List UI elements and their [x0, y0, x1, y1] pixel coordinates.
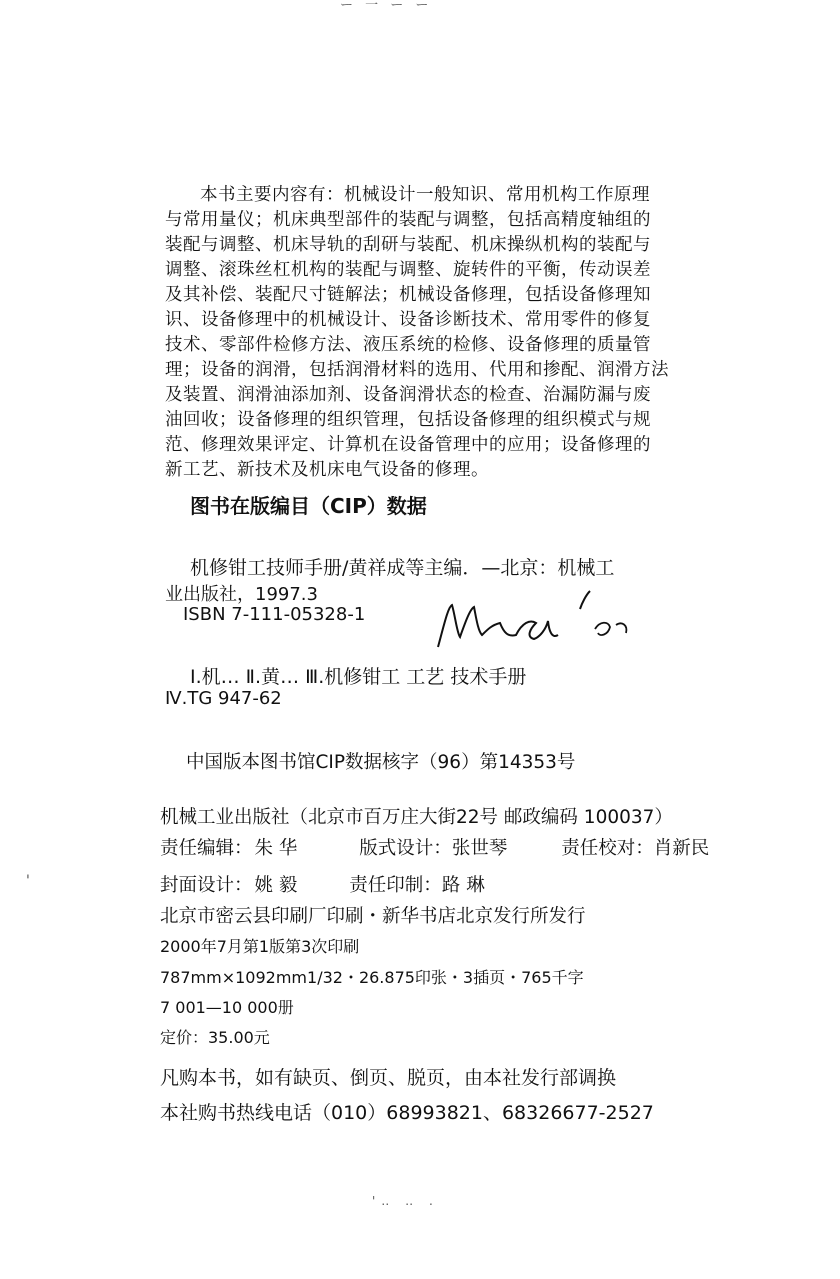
scan-artifact-left: ': [26, 873, 30, 889]
summary-line: 技术、零部件检修方法、液压系统的检修、设备修理的质量管: [165, 335, 651, 355]
editor-label: 责任编辑：: [160, 838, 253, 859]
summary-line: 本书主要内容有：机械设计一般知识、常用机构工作原理: [200, 185, 650, 205]
cover-label: 封面设计：: [160, 875, 253, 896]
summary-line: 及其补偿、装配尺寸链解法；机械设备修理，包括设备修理知: [165, 285, 651, 305]
proof-label: 责任校对：: [561, 838, 654, 859]
summary-line: 调整、滚珠丝杠机构的装配与调整、旋转件的平衡，传动误差: [165, 260, 651, 280]
scan-artifact-top: ー 一 ー ー: [340, 0, 433, 13]
cip-isbn: ISBN 7-111-05328-1: [183, 604, 366, 625]
handwritten-signature: [430, 585, 640, 655]
summary-line: 新工艺、新技术及机床电气设备的修理。: [165, 460, 489, 480]
printer-distributor: 北京市密云县印刷厂印刷・新华书店北京发行所发行: [160, 906, 586, 927]
cip-catalog-line-2: 业出版社，1997.3: [165, 584, 318, 605]
summary-line: 与常用量仪；机床典型部件的装配与调整，包括高精度轴组的: [165, 210, 651, 230]
exchange-notice: 凡购本书，如有缺页、倒页、脱页，由本社发行部调换: [160, 1067, 617, 1089]
price: 定价：35.00元: [160, 1028, 270, 1047]
layout-label: 版式设计：: [359, 838, 452, 859]
cip-catalog-line-1: 机修钳工技师手册/黄祥成等主编．—北京：机械工: [190, 557, 615, 579]
print-manager-name: 路 琳: [441, 875, 485, 896]
cip-classification: Ⅳ.TG 947-62: [165, 688, 282, 709]
hotline-notice: 本社购书热线电话（010）68993821、68326677-2527: [160, 1102, 654, 1124]
credits-row-2: [160, 871, 485, 897]
cip-heading: 图书在版编目（CIP）数据: [190, 494, 427, 518]
print-run: 7 001—10 000册: [160, 998, 294, 1017]
summary-line: 理；设备的润滑，包括润滑材料的选用、代用和掺配、润滑方法: [165, 360, 669, 380]
scan-artifact-bottom: '‥ ‥ .: [372, 1194, 439, 1208]
summary-line: 装配与调整、机床导轨的刮研与装配、机床操纵机构的装配与: [165, 235, 651, 255]
layout-designer-name: 张世琴: [451, 838, 508, 859]
credits-row-1: [160, 834, 709, 860]
summary-line: 识、设备修理中的机械设计、设备诊断技术、常用零件的修复: [165, 310, 651, 330]
summary-line: 油回收；设备修理的组织管理，包括设备修理的组织模式与规: [165, 410, 651, 430]
format-info: 787mm×1092mm1/32・26.875印张・3插页・765千字: [160, 968, 584, 987]
print-label: 责任印制：: [349, 875, 442, 896]
summary-line: 及装置、润滑油添加剂、设备润滑状态的检查、治漏防漏与废: [165, 385, 651, 405]
cip-subjects: Ⅰ.机… Ⅱ.黄… Ⅲ.机修钳工 工艺 技术手册: [190, 666, 527, 688]
publisher-address: 机械工业出版社（北京市百万庄大街22号 邮政编码 100037）: [160, 807, 673, 828]
summary-line: 范、修理效果评定、计算机在设备管理中的应用；设备修理的: [165, 435, 651, 455]
edition-info: 2000年7月第1版第3次印刷: [160, 937, 360, 956]
cover-designer-name: 姚 毅: [254, 875, 298, 896]
editor-name: 朱 华: [254, 838, 298, 859]
cip-record-number: 中国版本图书馆CIP数据核字（96）第14353号: [186, 752, 576, 773]
proofreader-name: 肖新民: [653, 838, 710, 859]
